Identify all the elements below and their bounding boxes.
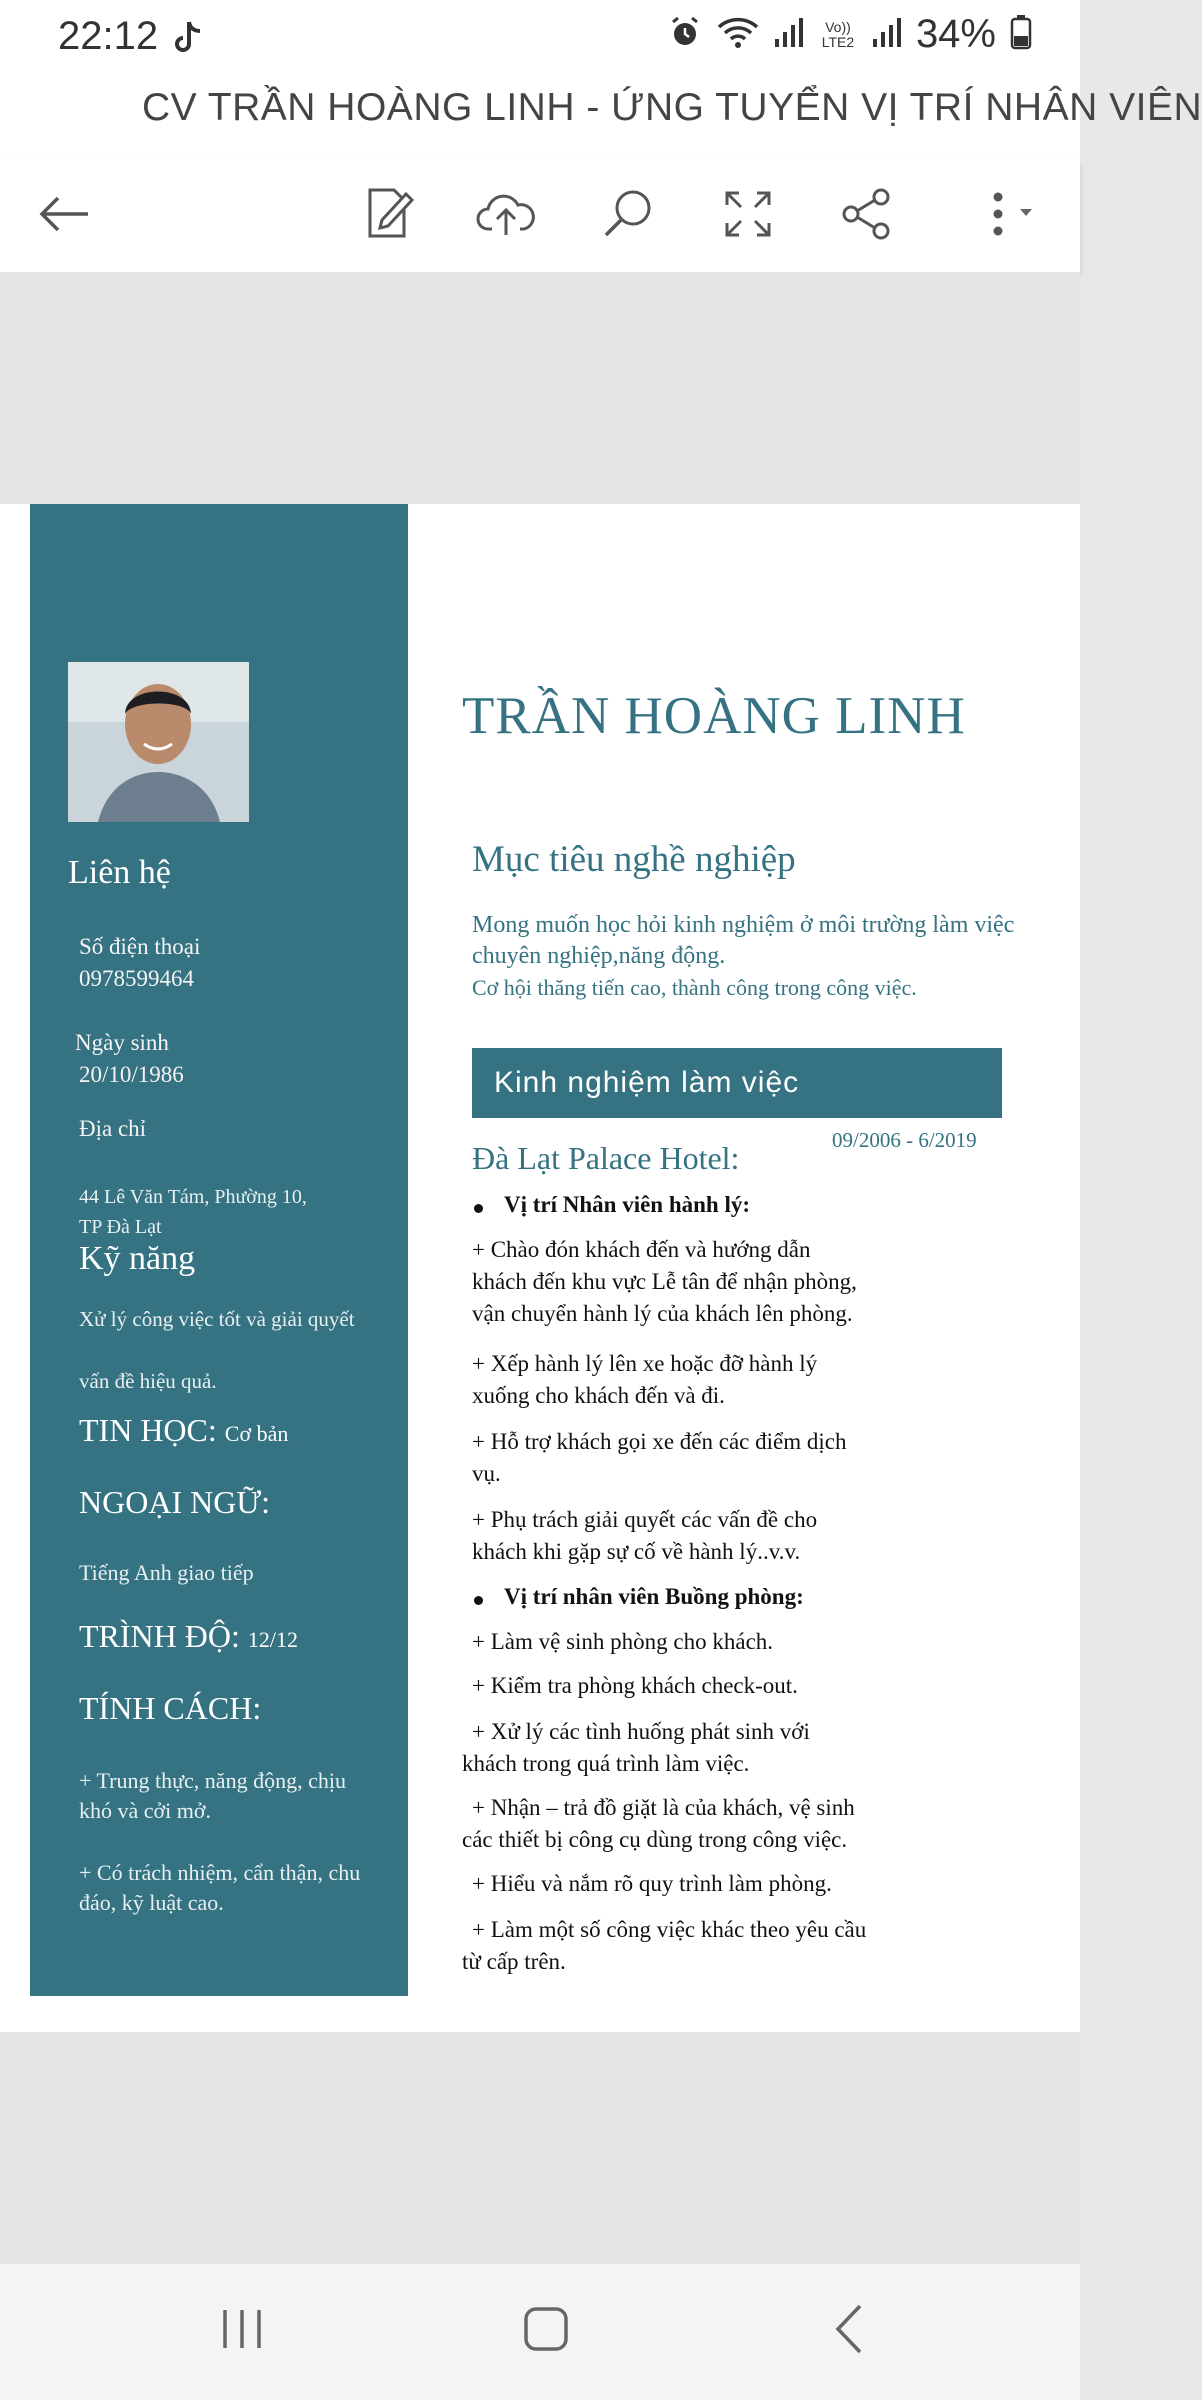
personality-2b: đáo, kỹ luật cao. <box>79 1890 224 1915</box>
signal-icon <box>774 15 804 54</box>
cv-name: TRẦN HOÀNG LINH <box>462 687 966 745</box>
battery-icon <box>1010 14 1032 55</box>
edit-document-icon <box>364 186 416 247</box>
recents-icon <box>217 2306 267 2357</box>
status-bar <box>0 0 1080 76</box>
role-2-line: + Xử lý các tình huống phát sinh với <box>472 1719 810 1744</box>
personality-1a: + Trung thực, năng động, chịu <box>79 1768 346 1793</box>
document-viewer[interactable] <box>0 272 1080 2264</box>
role-2-line: khách trong quá trình làm việc. <box>462 1751 750 1776</box>
tiktok-icon <box>172 20 204 61</box>
battery-percent: 34% <box>915 12 996 56</box>
search-button[interactable] <box>588 178 668 254</box>
address-line-1: 44 Lê Văn Tám, Phường 10, <box>79 1186 307 1208</box>
objective-line-2: chuyên nghiệp,năng động. <box>472 943 726 969</box>
fullscreen-button[interactable] <box>708 178 788 254</box>
network-label: Vo)) LTE2 <box>821 18 855 50</box>
role-2-title: Vị trí nhân viên Buồng phòng: <box>504 1584 804 1609</box>
role-1-line: vận chuyển hành lý của khách lên phòng. <box>472 1301 853 1326</box>
role-1-line: + Xếp hành lý lên xe hoặc đỡ hành lý <box>472 1351 818 1376</box>
skills-heading: Kỹ năng <box>79 1240 196 1277</box>
experience-period: 09/2006 - 6/2019 <box>832 1128 977 1152</box>
home-icon <box>521 2304 571 2359</box>
back-button[interactable] <box>24 178 104 254</box>
it-label: TIN HỌC: <box>79 1412 217 1448</box>
language-label: NGOẠI NGỮ: <box>79 1484 271 1520</box>
address-label: Địa chỉ <box>79 1116 147 1141</box>
skills-line-2: vấn đề hiệu quả. <box>79 1369 217 1393</box>
phone-label: Số điện thoại <box>79 934 201 959</box>
it-skill <box>79 1412 288 1449</box>
it-value: Cơ bản <box>224 1421 289 1446</box>
role-2-line: + Làm vệ sinh phòng cho khách. <box>472 1629 774 1654</box>
education-label: TRÌNH ĐỘ: <box>79 1618 240 1654</box>
upload-button[interactable] <box>466 178 546 254</box>
language-value: Tiếng Anh giao tiếp <box>79 1560 254 1585</box>
experience-company: Đà Lạt Palace Hotel: <box>472 1140 740 1176</box>
fullscreen-icon <box>723 189 773 244</box>
contact-heading: Liên hệ <box>68 854 171 891</box>
home-button[interactable] <box>496 2296 596 2366</box>
wifi-icon <box>716 15 760 54</box>
role-2-line: + Kiểm tra phòng khách check-out. <box>472 1673 798 1698</box>
cv-page <box>0 504 1080 2032</box>
dob-label: Ngày sinh <box>75 1030 169 1055</box>
back-icon <box>830 2302 870 2361</box>
experience-heading: Kinh nghiệm làm việc <box>472 1048 1002 1118</box>
objective-line-1: Mong muốn học hỏi kinh nghiệm ở môi trường làm việc <box>472 912 1015 938</box>
signal-icon-2 <box>872 15 902 54</box>
role-1-line: + Chào đón khách đến và hướng dẫn <box>472 1237 811 1262</box>
document-title-bar <box>0 76 1202 160</box>
role-1-line: xuống cho khách đến và đi. <box>472 1383 725 1408</box>
objective-body <box>472 910 1072 1003</box>
role-1-title: Vị trí Nhân viên hành lý: <box>504 1192 751 1217</box>
role-1-line: khách khi gặp sự cố về hành lý..v.v. <box>472 1539 801 1564</box>
system-back-button[interactable] <box>800 2296 900 2366</box>
role-2-line: + Làm một số công việc khác theo yêu cầu <box>472 1917 867 1942</box>
objective-line-3: Cơ hội thăng tiến cao, thành công trong công việc. <box>472 975 917 1000</box>
personality-1b: khó và cởi mở. <box>79 1798 212 1823</box>
cloud-upload-icon <box>476 189 536 244</box>
education-value: 12/12 <box>247 1627 298 1652</box>
role-1-line: khách đến khu vực Lễ tân để nhận phòng, <box>472 1269 857 1294</box>
address-line-2: TP Đà Lạt <box>79 1216 162 1238</box>
objective-heading: Mục tiêu nghề nghiệp <box>472 839 796 880</box>
dob-value: 20/10/1986 <box>79 1062 184 1087</box>
cv-main <box>408 504 1080 2032</box>
role-1-line: + Hỗ trợ khách gọi xe đến các điểm dịch <box>472 1429 847 1454</box>
alarm-icon <box>668 15 702 54</box>
role-1-line: + Phụ trách giải quyết các vấn đề cho <box>472 1507 818 1532</box>
arrow-left-icon <box>36 194 92 239</box>
edit-button[interactable] <box>350 178 430 254</box>
document-title: CV TRẦN HOÀNG LINH - ỨNG TUYỂN VỊ TRÍ NHÂN VIÊN <box>142 86 1202 129</box>
role-2-line: + Hiểu và nắm rõ quy trình làm phòng. <box>472 1871 832 1896</box>
toolbar <box>0 160 1080 272</box>
status-indicators <box>668 12 1032 57</box>
role-1-line: vụ. <box>472 1461 501 1486</box>
share-icon <box>839 187 893 246</box>
role-2-line: + Nhận – trả đồ giặt là của khách, vệ sinh <box>472 1795 855 1820</box>
search-icon <box>601 187 655 246</box>
more-options-button[interactable] <box>964 178 1054 254</box>
recents-button[interactable] <box>192 2296 292 2366</box>
share-button[interactable] <box>826 178 906 254</box>
personality-2a: + Có trách nhiệm, cẩn thận, chu <box>79 1860 361 1885</box>
skills-line-1: Xử lý công việc tốt và giải quyết <box>79 1307 355 1331</box>
personality-label: TÍNH CÁCH: <box>79 1690 262 1726</box>
more-vertical-icon <box>974 189 1044 244</box>
navigation-bar <box>0 2264 1080 2400</box>
profile-photo <box>68 662 249 822</box>
role-2-line: các thiết bị công cụ dùng trong công việc. <box>462 1827 848 1852</box>
education <box>79 1618 298 1655</box>
role-2-line: từ cấp trên. <box>462 1949 566 1974</box>
cv-sidebar <box>30 504 408 1996</box>
status-time: 22:12 <box>58 14 159 58</box>
phone-value: 0978599464 <box>79 966 194 991</box>
